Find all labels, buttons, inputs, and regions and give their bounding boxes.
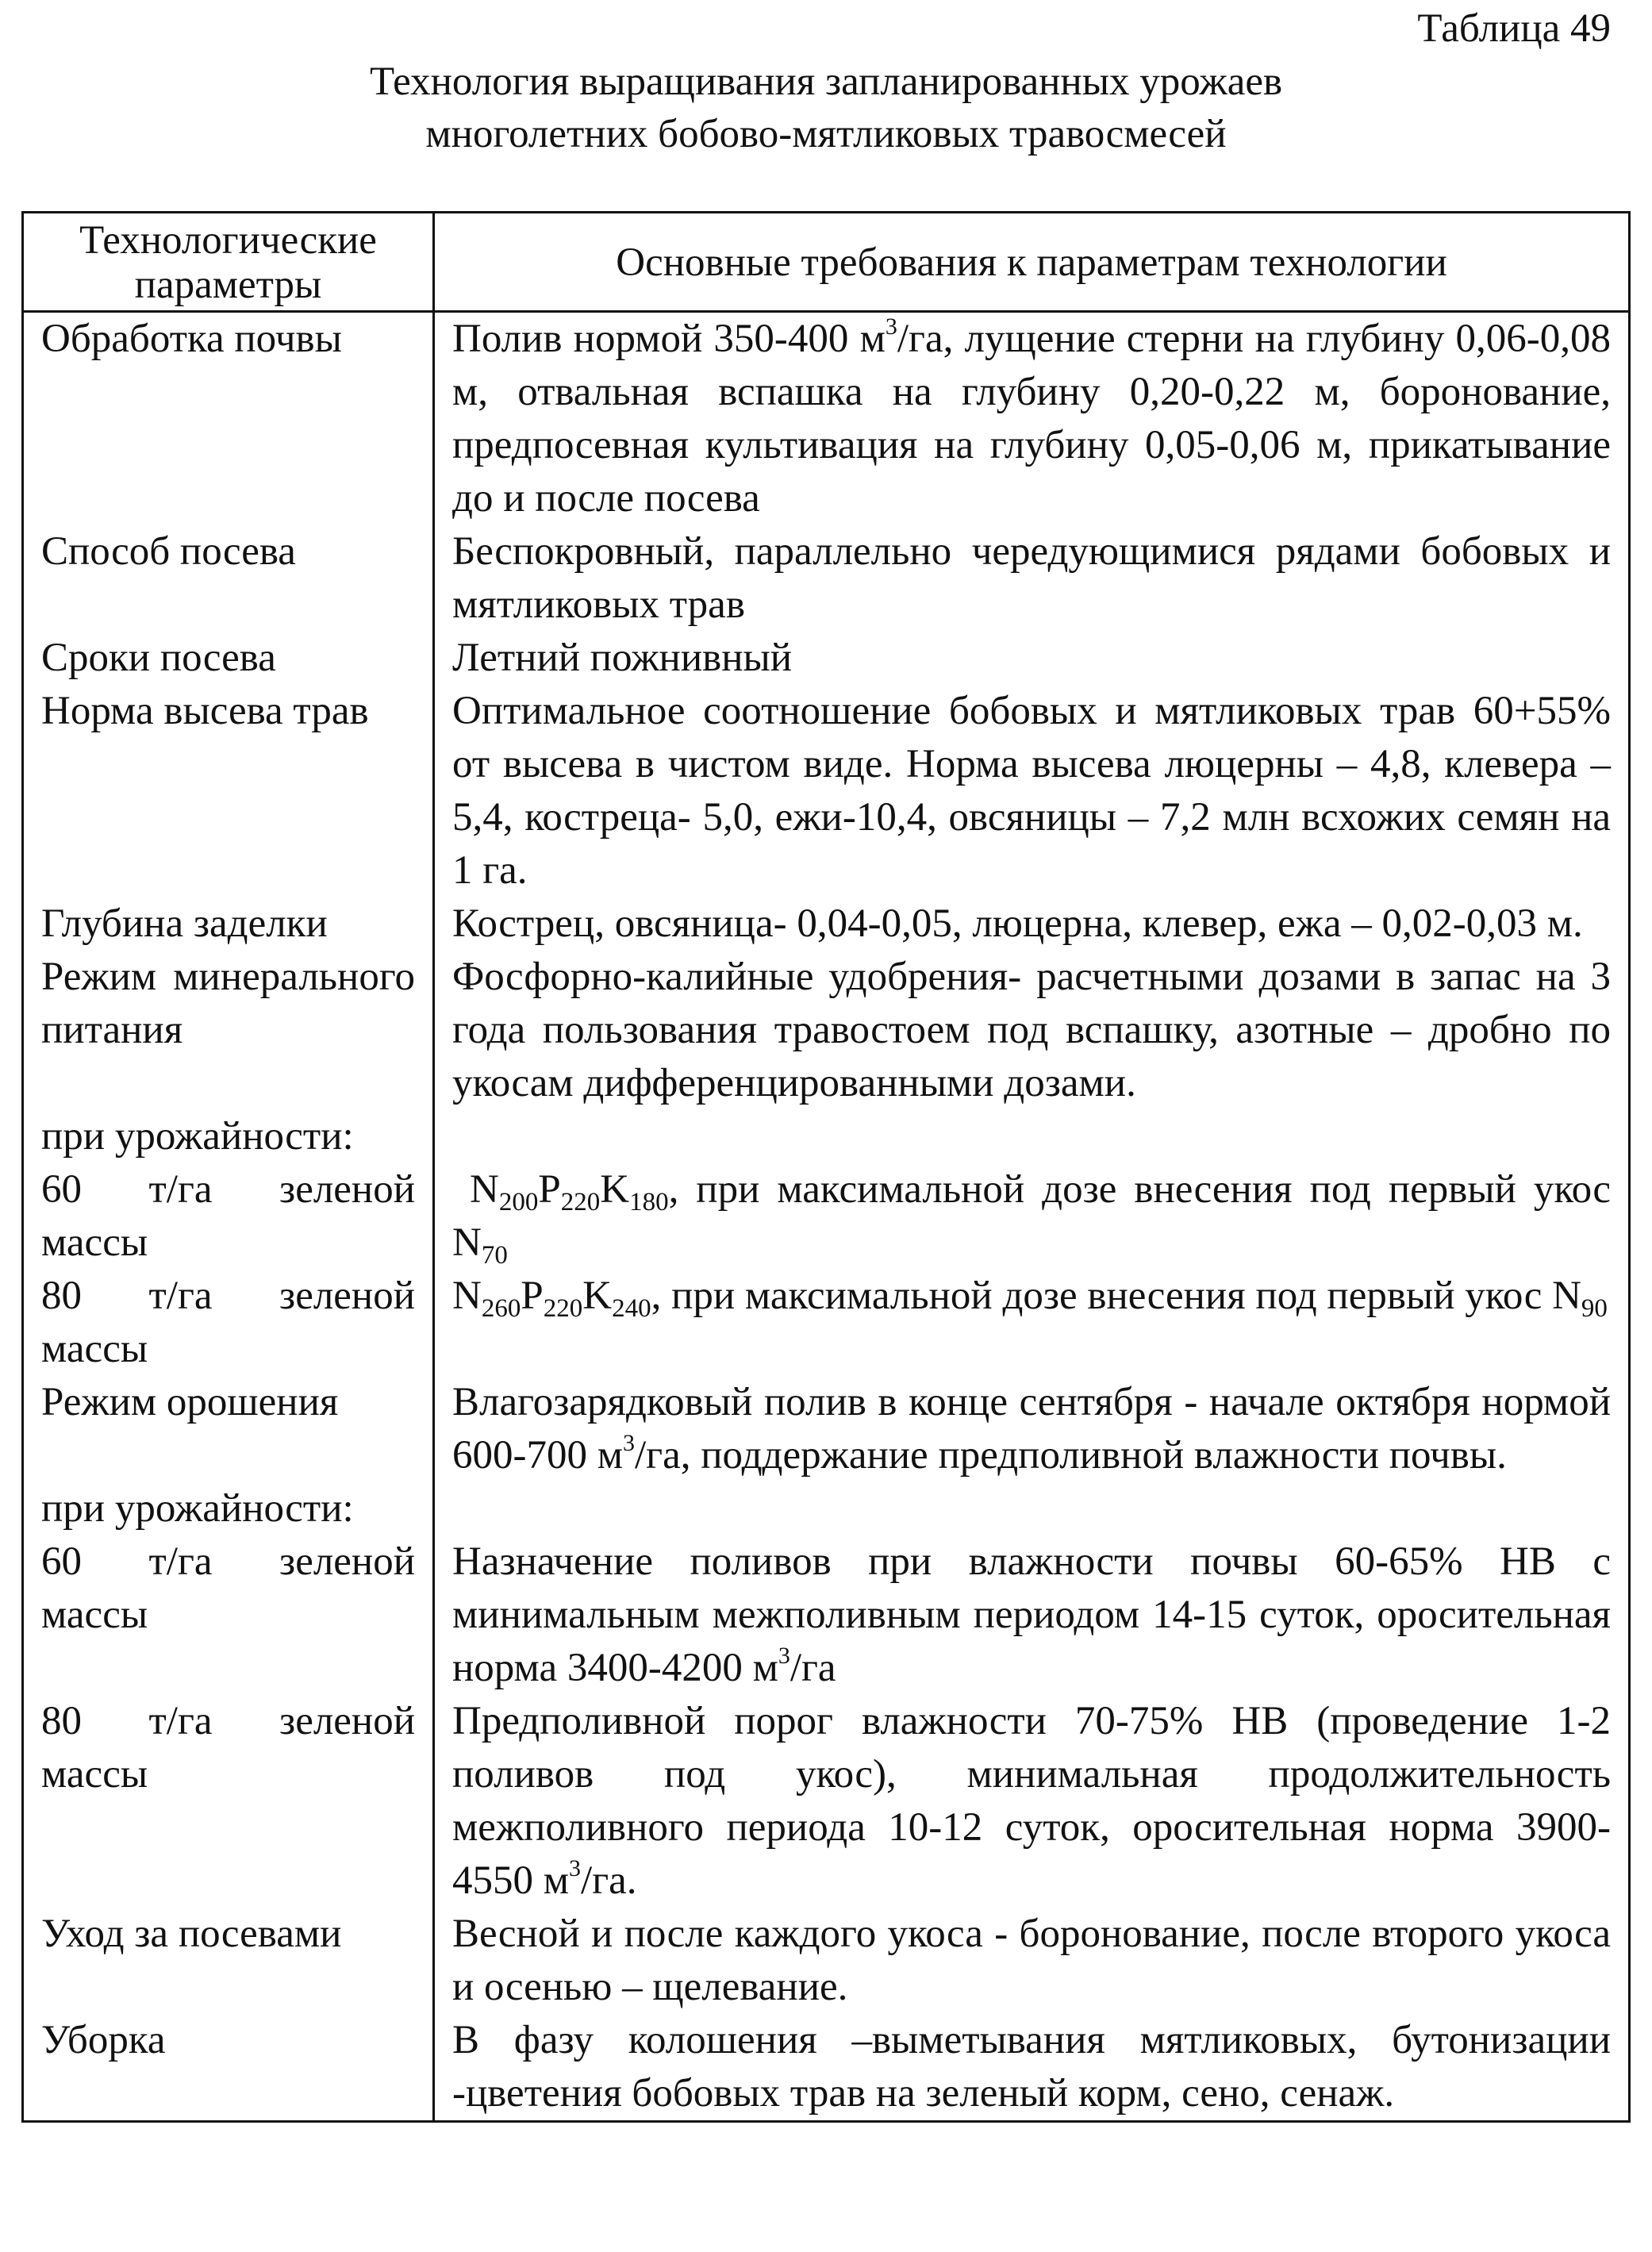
requirement-cell: [434, 1482, 1630, 1535]
table-row: [23, 1695, 1630, 1908]
table-row: [23, 525, 1630, 632]
superscript: 3: [569, 1855, 582, 1881]
table-row: [23, 2014, 1630, 2122]
param-cell: Уборка: [23, 2014, 434, 2122]
requirement-text: /га.: [581, 1858, 637, 1903]
subscript: 240: [612, 1294, 651, 1323]
table-title: [0, 56, 1652, 160]
param-cell: Сроки посева: [23, 632, 434, 685]
param-cell: Режим минерального питания: [23, 951, 434, 1110]
param-cell: Уход за посевами: [23, 1908, 434, 2014]
requirement-text: , при максимальной дозе внесения под первый укос N: [651, 1274, 1581, 1318]
table-row: [23, 897, 1630, 951]
param-cell: Способ посева: [23, 525, 434, 632]
requirement-cell: Фосфорно-калийные удобрения- расчетными дозами в запас на 3 года пользования травостоем под вспашку, азотные – дробно по укосам дифференцированными дозами.: [434, 951, 1630, 1110]
requirement-text: /га: [790, 1646, 836, 1690]
table-row: [23, 312, 1630, 526]
table-row: [23, 1482, 1630, 1535]
nutrient-n: N: [452, 1274, 482, 1318]
requirement-text: Предполивной порог влажности 70-75% НВ (проведение 1-2 поливов под укос), минимальная продолжительность межполивного периода 10-12 суток, оросительная норма 3900-4550 м: [452, 1699, 1611, 1903]
requirement-cell: В фазу колошения –выметывания мятликовых, бутонизации -цветения бобовых трав на зеленый корм, сено, сенаж.: [434, 2014, 1630, 2122]
requirement-cell: Кострец, овсяница- 0,04-0,05, люцерна, клевер, ежа – 0,02-0,03 м.: [434, 897, 1630, 951]
nutrient-p: P: [538, 1167, 561, 1212]
param-cell: Норма высева трав: [23, 685, 434, 897]
requirement-cell: Оптимальное соотношение бобовых и мятликовых трав 60+55% от высева в чистом виде. Норма высева люцерны – 4,8, клевера – 5,4, костреца- 5,0, ежи-10,4, овсяницы – 7,2 млн всхожих семян на 1 га.: [434, 685, 1630, 897]
param-cell: Режим орошения: [23, 1376, 434, 1482]
table-row: [23, 951, 1630, 1110]
requirement-text: , при максимальной дозе внесения под первый укос N: [452, 1167, 1612, 1265]
param-cell: Глубина заделки: [23, 897, 434, 951]
nutrient-k: K: [600, 1167, 630, 1212]
subscript: 260: [481, 1294, 521, 1323]
table-number: Таблица 49: [1417, 6, 1611, 51]
requirement-cell: [434, 1376, 1630, 1482]
table-row: [23, 1270, 1630, 1376]
requirement-text: Полив нормой 350-400 м: [452, 317, 886, 361]
requirement-cell: [434, 1270, 1630, 1376]
header-row: [23, 213, 1630, 312]
table-row: [23, 685, 1630, 897]
subscript: 70: [481, 1241, 508, 1270]
requirement-cell: [434, 1163, 1630, 1270]
requirement-text: Назначение поливов при влажности почвы 60-65% НВ с минимальным межполивным периодом 14-15 суток, оросительная норма 3400-4200 м: [452, 1539, 1611, 1690]
requirement-cell: Беспокровный, параллельно чередующимися рядами бобовых и мятликовых трав: [434, 525, 1630, 632]
param-cell: 60 т/га зеленой массы: [23, 1163, 434, 1270]
technology-table: [21, 211, 1631, 2123]
subscript: 220: [543, 1294, 583, 1323]
superscript: 3: [623, 1430, 636, 1456]
param-cell: при урожайности:: [23, 1482, 434, 1535]
nutrient-n: N: [470, 1167, 499, 1212]
param-cell: 80 т/га зеленой массы: [23, 1695, 434, 1908]
table-row: [23, 1908, 1630, 2014]
subscript: 220: [560, 1188, 601, 1216]
subscript: 90: [1581, 1294, 1608, 1323]
param-cell: при урожайности:: [23, 1110, 434, 1163]
param-cell: Обработка почвы: [23, 312, 434, 526]
requirement-text: /га, поддержание предполивной влажности почвы.: [635, 1433, 1507, 1478]
table-row: [23, 1163, 1630, 1270]
superscript: 3: [778, 1643, 790, 1669]
requirement-cell: [434, 1695, 1630, 1908]
subscript: 200: [498, 1188, 539, 1216]
requirement-text: /га, лущение стерни на глубину 0,06-0,08 м, отвальная вспашка на глубину 0,20-0,22 м, боронование, предпосевная культивация на глубину 0,05-0,06 м, прикатывание до и после посева: [452, 317, 1611, 521]
nutrient-k: K: [582, 1274, 613, 1318]
requirement-cell: [434, 1535, 1630, 1695]
requirement-cell: [434, 312, 1630, 526]
table-row: [23, 632, 1630, 685]
title-line-1: Технология выращивания запланированных урожаев: [369, 60, 1283, 104]
header-parameters: Технологические параметры: [23, 213, 434, 312]
nutrient-p: P: [521, 1274, 544, 1318]
param-cell: 60 т/га зеленой массы: [23, 1535, 434, 1695]
table-row: [23, 1376, 1630, 1482]
superscript: 3: [885, 313, 897, 340]
title-line-2: многолетних бобово-мятликовых травосмесей: [425, 112, 1227, 156]
header-requirements: Основные требования к параметрам технологии: [434, 213, 1630, 312]
requirement-cell: Весной и после каждого укоса - боронование, после второго укоса и осенью – щелевание.: [434, 1908, 1630, 2014]
requirement-cell: Летний пожнивный: [434, 632, 1630, 685]
requirement-text: Влагозарядковый полив в конце сентября - начале октября нормой 600-700 м: [452, 1380, 1611, 1478]
param-cell: 80 т/га зеленой массы: [23, 1270, 434, 1376]
requirement-cell: [434, 1110, 1630, 1163]
table-row: [23, 1110, 1630, 1163]
table-row: [23, 1535, 1630, 1695]
subscript: 180: [629, 1188, 669, 1216]
